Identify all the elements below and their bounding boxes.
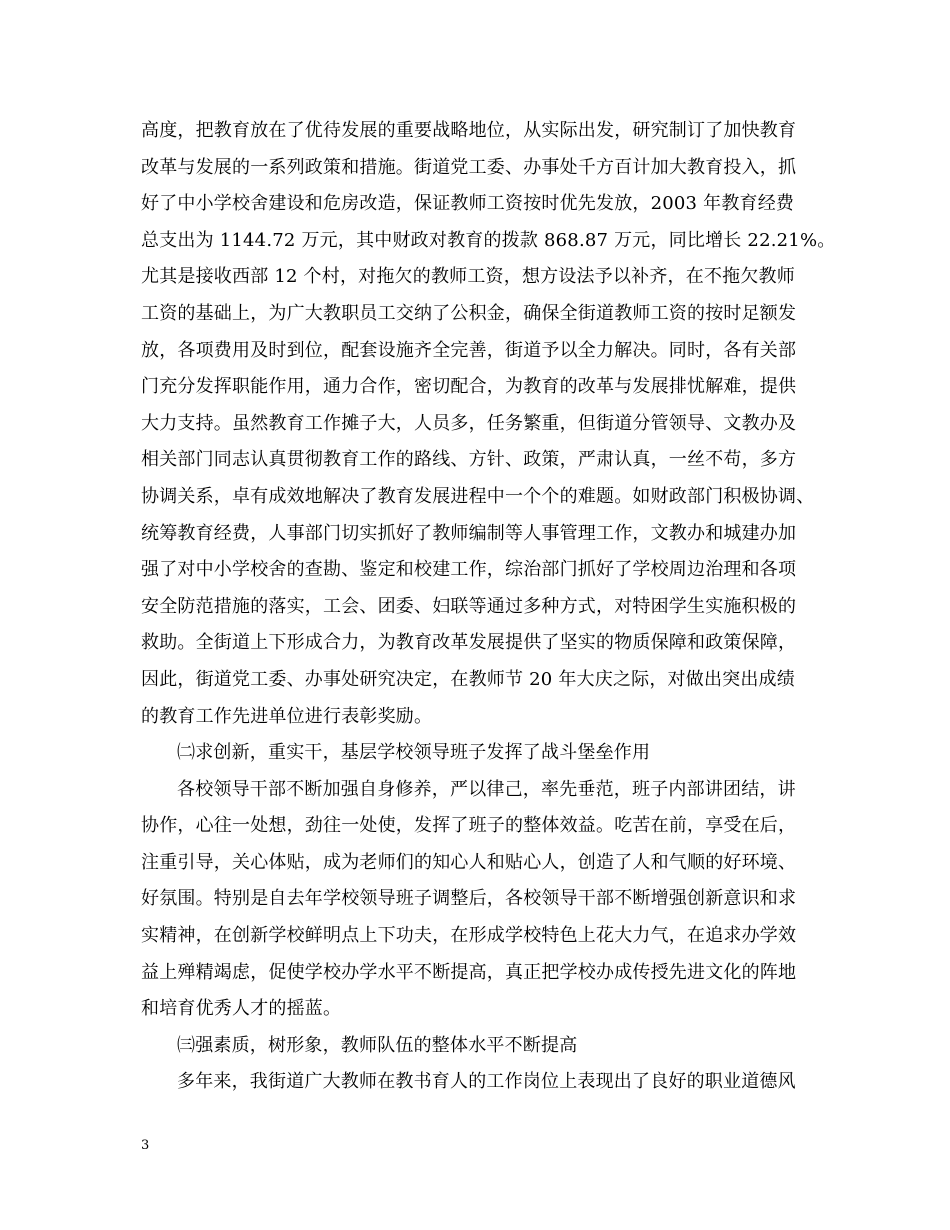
- text-line: 相关部门同志认真贯彻教育工作的路线、方针、政策，严肃认真，一丝不苟，多方: [141, 449, 797, 471]
- text-line: ㈢强素质，树形象，教师队伍的整体水平不断提高: [177, 1034, 578, 1056]
- text-line: 好氛围。特别是自去年学校领导班子调整后，各校领导干部不断增强创新意识和求: [141, 888, 797, 910]
- text-line: 多年来，我街道广大教师在教书育人的工作岗位上表现出了良好的职业道德风: [177, 1071, 796, 1093]
- text-line: 益上殚精竭虑，促使学校办学水平不断提高，真正把学校办成传授先进文化的阵地: [141, 961, 797, 983]
- text-line: 尤其是接收西部 12 个村，对拖欠的教师工资，想方设法予以补齐，在不拖欠教师: [141, 266, 795, 288]
- text-line: 协调关系，卓有成效地解决了教育发展进程中一个个的难题。如财政部门积极协调、: [141, 485, 815, 507]
- text-line: 实精神，在创新学校鲜明点上下功夫，在形成学校特色上花大力气，在追求办学效: [141, 925, 797, 947]
- text-line: 强了对中小学校舍的查勘、鉴定和校建工作，综治部门抓好了学校周边治理和各项: [141, 559, 797, 581]
- text-line: 救助。全街道上下形成合力，为教育改革发展提供了坚实的物质保障和政策保障，: [141, 632, 797, 654]
- text-line: 改革与发展的一系列政策和措施。街道党工委、办事处千方百计加大教育投入，抓: [141, 156, 797, 178]
- text-line: 放，各项费用及时到位，配套设施齐全完善，街道予以全力解决。同时，各有关部: [141, 339, 797, 361]
- page-number: 3: [141, 1138, 150, 1153]
- text-line: 大力支持。虽然教育工作摊子大，人员多，任务繁重，但街道分管领导、文教办及: [141, 412, 797, 434]
- text-line: 和培育优秀人才的摇蓝。: [141, 998, 342, 1020]
- text-line: ㈡求创新，重实干，基层学校领导班子发挥了战斗堡垒作用: [177, 742, 651, 764]
- text-line: 安全防范措施的落实，工会、团委、妇联等通过多种方式，对特困学生实施积极的: [141, 595, 797, 617]
- text-line: 高度，把教育放在了优待发展的重要战略地位，从实际出发，研究制订了加快教育: [141, 120, 797, 141]
- text-line: 总支出为 1144.72 万元，其中财政对教育的拨款 868.87 万元，同比增长 22.21%。: [141, 229, 836, 251]
- document-body: [141, 113, 836, 1101]
- text-line: 的教育工作先进单位进行表彰奖励。: [141, 705, 433, 727]
- text-line: 协作，心往一处想，劲往一处使，发挥了班子的整体效益。吃苦在前，享受在后，: [141, 815, 797, 837]
- text-line: 好了中小学校舍建设和危房改造，保证教师工资按时优先发放，2003 年教育经费: [141, 193, 795, 215]
- text-line: 因此，街道党工委、办事处研究决定，在教师节 20 年大庆之际，对做出突出成绩: [141, 668, 795, 690]
- text-line: 统筹教育经费，人事部门切实抓好了教师编制等人事管理工作，文教办和城建办加: [141, 522, 797, 544]
- text-line: 门充分发挥职能作用，通力合作，密切配合，为教育的改革与发展排忧解难，提供: [141, 376, 797, 398]
- text-line: 工资的基础上，为广大教职员工交纳了公积金，确保全街道教师工资的按时足额发: [141, 302, 797, 324]
- text-line: 各校领导干部不断加强自身修养，严以律己，率先垂范，班子内部讲团结，讲: [177, 778, 796, 800]
- text-line: 注重引导，关心体贴，成为老师们的知心人和贴心人，创造了人和气顺的好环境、: [141, 851, 797, 873]
